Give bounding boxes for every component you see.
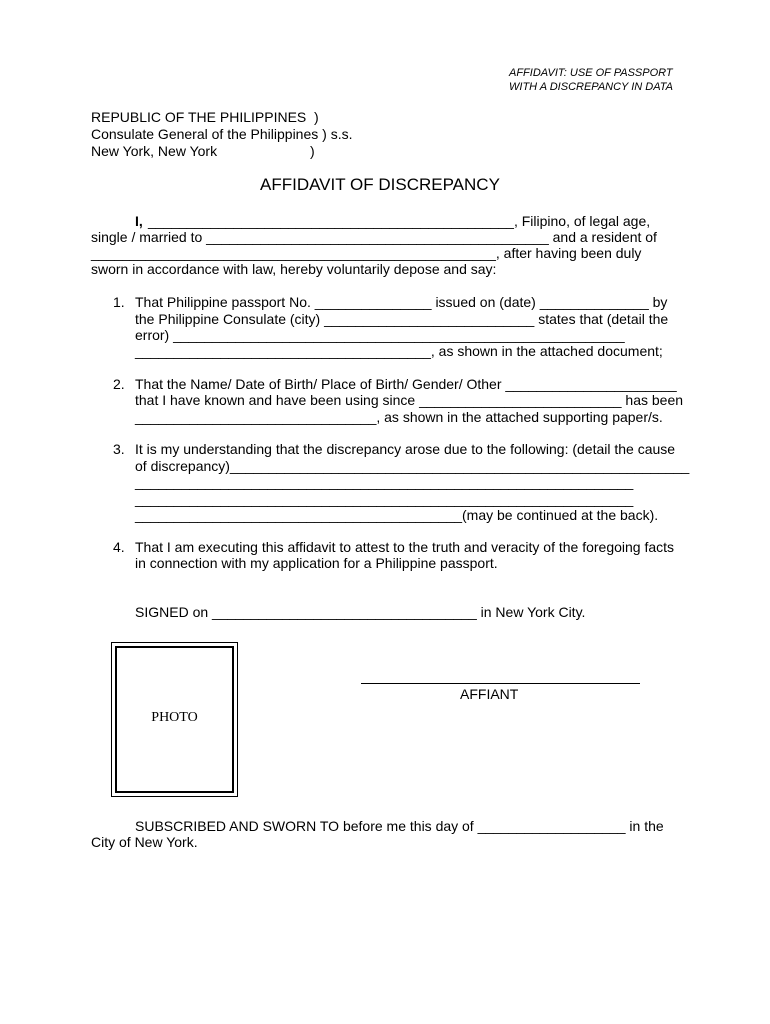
affiant-signature-line [361,683,640,684]
item-3-number: 3. [113,441,125,457]
affiant-label: AFFIANT [460,686,519,702]
caption-city-bracket: ) [310,143,315,159]
page-title: AFFIDAVIT OF DISCREPANCY [260,175,500,194]
intro-name-field: _______________________________________________, Filipino, of legal age, [148,213,651,229]
intro-depose: sworn in accordance with law, hereby voluntarily depose and say: [91,261,497,277]
intro-residence: ____________________________________________________, after having been duly [91,245,642,261]
item-2-number: 2. [113,376,125,392]
item-2-line: that I have known and have been using since __________________________ has been [135,392,684,408]
item-1-line: ______________________________________, as shown in the attached document; [135,343,663,359]
item-4-line: That I am executing this affidavit to attest to the truth and veracity of the foregoing facts [135,539,675,555]
caption-republic: REPUBLIC OF THE PHILIPPINES ) [91,109,319,125]
subscribed-line2: City of New York. [91,834,198,850]
item-4-number: 4. [113,539,125,555]
item-4-line: in connection with my application for a Philippine passport. [135,555,498,571]
item-3-line: ________________________________________________________________ [135,491,634,507]
item-1-line: the Philippine Consulate (city) ___________________________ states that (detail the [135,311,669,327]
item-3-line: of discrepancy)___________________________________________________________ [135,458,690,474]
item-2-line: _______________________________, as shown in the attached supporting paper/s. [135,409,663,425]
photo-label: PHOTO [151,710,198,725]
item-1-number: 1. [113,294,125,310]
item-2-line: That the Name/ Date of Birth/ Place of Birth/ Gender/ Other ______________________ [135,376,677,392]
form-header-line1: AFFIDAVIT: USE OF PASSPORT [509,67,673,79]
intro-civil-status: single / married to ____________________________________________ and a resident of [91,229,657,245]
item-3-line: It is my understanding that the discrepancy arose due to the following: (detail the cause [135,441,676,457]
photo-inner-frame [115,646,234,793]
item-3-line: ________________________________________________________________ [135,474,634,490]
item-3-line: __________________________________________(may be continued at the back). [135,507,659,523]
signed-line: SIGNED on __________________________________ in New York City. [135,604,586,620]
item-1-line: That Philippine passport No. _______________ issued on (date) ______________ by [135,294,668,310]
subscribed-line1: SUBSCRIBED AND SWORN TO before me this day of ___________________ in the [135,818,664,834]
caption-city: New York, New York [91,143,218,159]
item-1-line: error) __________________________________________________________ [135,327,625,343]
caption-consulate: Consulate General of the Philippines ) s.s. [91,126,353,142]
intro-i: I, [135,213,143,229]
photo-box [111,642,238,797]
form-header-line2: WITH A DISCREPANCY IN DATA [509,81,673,93]
